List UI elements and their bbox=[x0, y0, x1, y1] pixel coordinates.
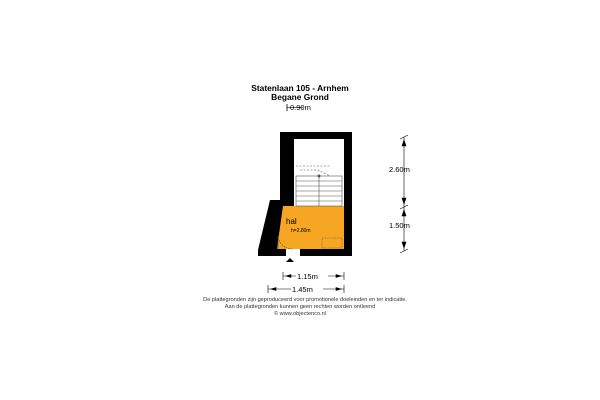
vertical-dimension bbox=[400, 135, 408, 253]
copyright-line: © www.objectenco.nl bbox=[273, 311, 326, 317]
top-width-dimension bbox=[287, 103, 311, 112]
room-name: hal bbox=[286, 217, 297, 226]
plan-title: Statenlaan 105 - Arnhem bbox=[251, 83, 349, 93]
staircase bbox=[296, 166, 342, 206]
upper-height-label: 2.60m bbox=[389, 165, 410, 174]
entrance-arrow-icon bbox=[286, 258, 294, 262]
inner-width-label: 1.15m bbox=[297, 272, 318, 281]
top-width-label: 0.90m bbox=[290, 103, 311, 112]
lower-height-label: 1.50m bbox=[389, 221, 410, 230]
outer-width-label: 1.45m bbox=[292, 285, 313, 294]
disclaimer-line-1: De plattegronden zijn geproduceerd voor promotionele doeleinden en ter indicatie. bbox=[203, 297, 407, 303]
disclaimer-line-2: Aan de plattegronden kunnen geen rechten worden ontleend bbox=[224, 304, 376, 310]
floor-subtitle: Begane Grond bbox=[271, 92, 329, 102]
room-height: h=2.80m bbox=[291, 228, 311, 234]
